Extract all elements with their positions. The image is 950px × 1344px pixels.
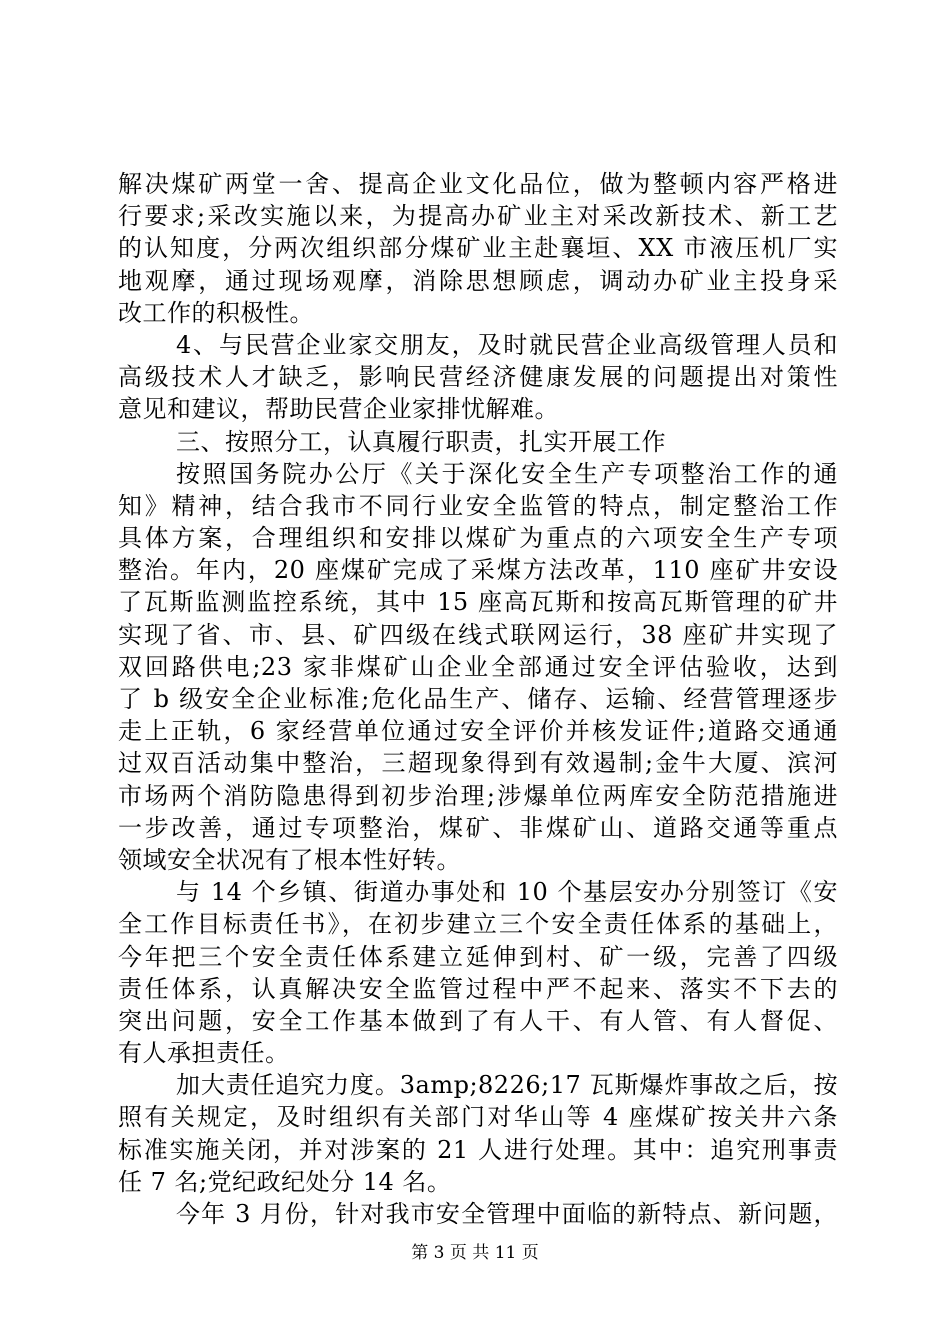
text-line: 全工作目标责任书》，在初步建立三个安全责任体系的基础上， xyxy=(118,910,838,939)
text-line: 照有关规定，及时组织有关部门对华山等 4 座煤矿按关井六条 xyxy=(118,1103,838,1132)
paragraph-first-line: 今年 3 月份，针对我市安全管理中面临的新特点、新问题， xyxy=(176,1200,838,1228)
text-line: 意见和建议，帮助民营企业家排忧解难。 xyxy=(118,395,559,424)
page-footer: 第 3 页 共 11 页 xyxy=(411,1243,539,1263)
text-line: 今年把三个安全责任体系建立延伸到村、矿一级，完善了四级 xyxy=(118,942,838,971)
text-line: 一步改善，通过专项整治，煤矿、非煤矿山、道路交通等重点 xyxy=(118,813,838,842)
text-line: 责任体系，认真解决安全监管过程中严不起来、落实不下去的 xyxy=(118,974,838,1003)
text-line: 领域安全状况有了根本性好转。 xyxy=(118,845,461,874)
text-line: 双回路供电;23 家非煤矿山企业全部通过安全评估验收，达到 xyxy=(118,652,838,681)
text-line: 过双百活动集中整治，三超现象得到有效遏制;金牛大厦、滨河 xyxy=(118,749,838,778)
paragraph-first-line: 按照国务院办公厅《关于深化安全生产专项整治工作的通 xyxy=(176,459,838,488)
text-line: 的认知度，分两次组织部分煤矿业主赴襄垣、XX 市液压机厂实 xyxy=(118,234,838,263)
text-line: 任 7 名;党纪政纪处分 14 名。 xyxy=(118,1167,452,1196)
text-line: 有人承担责任。 xyxy=(118,1039,290,1068)
text-line: 了 b 级安全企业标准;危化品生产、储存、运输、经营管理逐步 xyxy=(118,685,838,713)
text-line: 突出问题，安全工作基本做到了有人干、有人管、有人督促、 xyxy=(118,1006,838,1035)
text-line: 高级技术人才缺乏，影响民营经济健康发展的问题提出对策性 xyxy=(118,363,838,392)
text-line: 具体方案，合理组织和安排以煤矿为重点的六项安全生产专项 xyxy=(118,524,838,553)
paragraph-first-line: 4、与民营企业家交朋友，及时就民营企业高级管理人员和 xyxy=(176,330,838,359)
text-line: 标准实施关闭，并对涉案的 21 人进行处理。其中：追究刑事责 xyxy=(118,1135,838,1164)
text-line: 走上正轨，6 家经营单位通过安全评价并核发证件;道路交通通 xyxy=(118,717,838,746)
text-line: 解决煤矿两堂一舍、提高企业文化品位，做为整顿内容严格进 xyxy=(118,170,838,198)
paragraph-first-line: 与 14 个乡镇、街道办事处和 10 个基层安办分别签订《安 xyxy=(176,878,838,907)
text-line: 行要求;采改实施以来，为提高办矿业主对采改新技术、新工艺 xyxy=(118,202,838,231)
paragraph-first-line: 三、按照分工，认真履行职责，扎实开展工作 xyxy=(176,427,666,456)
text-line: 知》精神，结合我市不同行业安全监管的特点，制定整治工作 xyxy=(118,491,838,520)
document-body xyxy=(118,168,838,1230)
text-line: 整治。年内，20 座煤矿完成了采煤方法改革，110 座矿井安设 xyxy=(118,556,838,585)
paragraph-first-line: 加大责任追究力度。3amp;8226;17 瓦斯爆炸事故之后，按 xyxy=(176,1071,838,1100)
text-line: 实现了省、市、县、矿四级在线式联网运行，38 座矿井实现了 xyxy=(118,620,838,649)
text-line: 市场两个消防隐患得到初步治理;涉爆单位两库安全防范措施进 xyxy=(118,781,838,810)
text-line: 了瓦斯监测监控系统，其中 15 座高瓦斯和按高瓦斯管理的矿井 xyxy=(118,588,838,617)
text-line: 地观摩，通过现场观摩，消除思想顾虑，调动办矿业主投身采 xyxy=(118,266,838,295)
text-line: 改工作的积极性。 xyxy=(118,298,314,327)
